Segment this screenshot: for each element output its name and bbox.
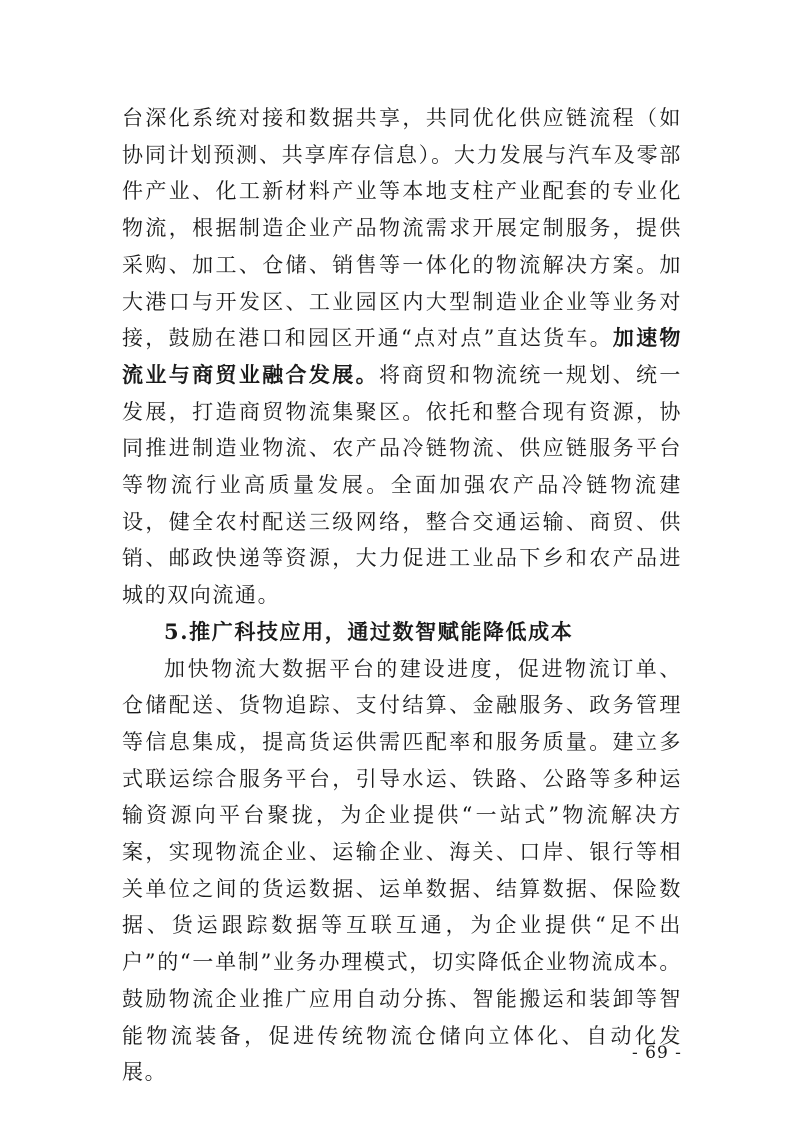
section-heading: 5.推广科技应用，通过数智赋能降低成本 (164, 618, 574, 644)
paragraph-text-a: 台深化系统对接和数据共享，共同优化供应链流程（如协同计划预测、共享库存信息）。大力发展与汽车及零部件产业、化工新材料产业等本地支柱产业配套的专业化物流，根据制造企业产品物流需求开展定制服务，提供采购、加工、仓储、销售等一体化的物流解决方案。加大港口与开发区、工业园区内大型制造业企业等业务对接，鼓励在港口和园区开通“点对点”直达货车。 (122, 106, 682, 351)
document-page (122, 100, 682, 1091)
bold-emphasis: 加速物流业与商贸业融合发展。 (122, 325, 682, 387)
paragraph-continued (122, 100, 682, 614)
page-number: - 69 - (632, 1043, 682, 1063)
paragraph-text-b: 将商贸和物流统一规划、统一发展，打造商贸物流集聚区。依托和整合现有资源，协同推进制造业物流、农产品冷链物流、供应链服务平台等物流行业高质量发展。全面加强农产品冷链物流建设，健全农村配送三级网络，整合交通运输、商贸、供销、邮政快递等资源，大力促进工业品下乡和农产品进城的双向流通。 (122, 362, 682, 608)
section-body: 加快物流大数据平台的建设进度，促进物流订单、仓储配送、货物追踪、支付结算、金融服务、政务管理等信息集成，提高货运供需匹配率和服务质量。建立多式联运综合服务平台，引导水运、铁路、公路等多种运输资源向平台聚拢，为企业提供“一站式”物流解决方案，实现物流企业、运输企业、海关、口岸、银行等相关单位之间的货运数据、运单数据、结算数据、保险数据、货运跟踪数据等互联互通，为企业提供“足不出户”的“一单制”业务办理模式，切实降低企业物流成本。鼓励物流企业推广应用自动分拣、智能搬运和装卸等智能物流装备，促进传统物流仓储向立体化、自动化发展。 (122, 656, 682, 1085)
